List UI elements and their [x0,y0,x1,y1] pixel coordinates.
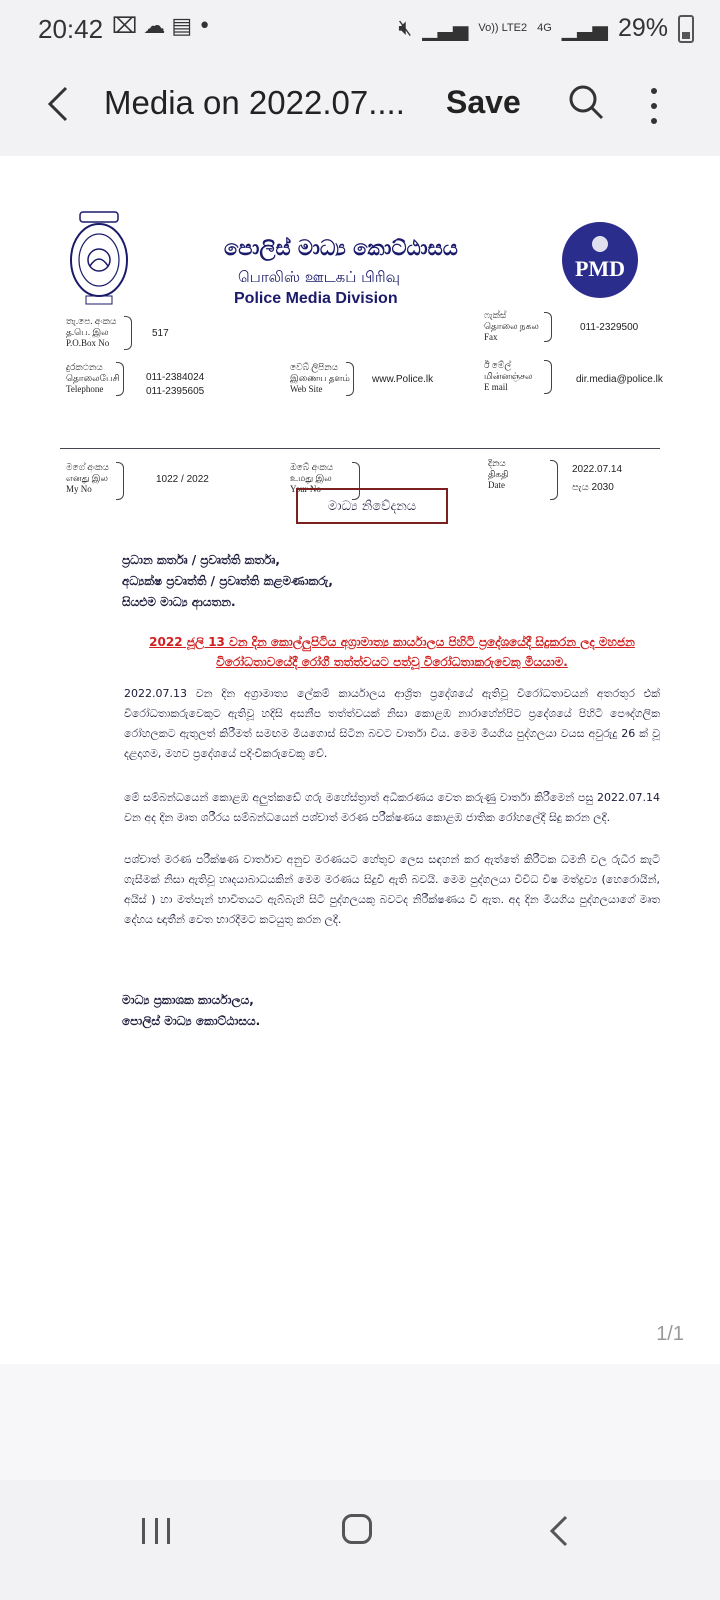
pmd-logo-text: PMD [574,256,626,281]
paragraph-2: මේ සම්බන්ධයෙන් කොළඹ අලුත්කඩේ ගරු මහේස්ත්‍රාත් අධිකරණය වෙත කරුණු වාර්තා කිරීමෙන් පසු 2022.07.14 වන අද දින මෘත ශරීරය සම්බන්ධයෙන් පශ්චාත් මරණ පරීක්ෂණය කොළඹ ජාතික රෝහලේදී සිදු කරන ලදී. [124,791,660,824]
website-value: www.Police.lk [372,374,434,385]
nav-back-button[interactable] [544,1514,574,1548]
brace [544,360,552,394]
battery-icon [678,15,694,43]
network-label: Vo)) LTE2 [478,22,528,34]
network-type: 4G [537,22,552,34]
header-divider [60,448,660,449]
voicemail-icon: ⌧ [112,14,144,39]
brace [124,316,132,350]
telephone-value-2: 011-2395605 [146,386,205,397]
brace [116,462,124,500]
website-label: වෙබ් ලිපිනය இணைய தளம் Web Site [290,362,350,394]
closing-line: පොලිස් මාධ්‍ය කොට්ඨාසය. [122,1014,261,1028]
pobox-value: 517 [152,328,169,339]
recents-button[interactable] [142,1518,170,1544]
app-bar [0,56,720,156]
headline: 2022 ජූලි 13 වන දින කොල්ලුපිටිය අග්‍රාමාත්‍ය කාර්යාලය පිහිටි ප්‍රදේශයේදී සිදුකරන ලද මහජන විරෝධතාවයේදී රෝගී තත්ත්වයට පත්වූ විරෝධතාකරුවෙකු මියයාම. [149,635,635,669]
cloud-icon: ☁ [143,14,172,39]
myno-value: 1022 / 2022 [156,474,209,485]
pobox-label: තැ.පෙ. අංකය த.பெ. இல P.O.Box No [66,316,117,348]
recents-icon [142,1518,145,1544]
date-time-value: පැය 2030 [572,482,614,493]
chevron-left-icon [46,86,70,122]
yourno-label: ඔබේ අංකය உமது இல Your No [290,462,334,494]
status-time: 20:42 [38,14,104,44]
police-emblem-icon [66,210,132,306]
addressee-line: ප්‍රධාන කර්තෘ / ප්‍රවෘත්ති කර්තෘ, [122,553,280,567]
status-bar [0,0,720,56]
recents-icon [167,1518,170,1544]
signal-icon-2: ▁▃▅ [561,16,608,41]
date-value: 2022.07.14 [572,464,623,475]
closing [122,990,260,1032]
fax-label: ෆැක්ස් தொலை நகல Fax [484,310,539,342]
notification-icons [112,14,217,39]
email-label: ඊ මේල් மின்னஞ்சல E mail [484,360,533,392]
news-icon: ▤ [171,14,199,39]
telephone-label: දුරකථනය தொலைபேசி Telephone [66,362,120,394]
pmd-logo [560,220,640,300]
more-dot-icon [651,118,657,124]
mute-icon: 🔇︎ [398,16,413,41]
search-icon [566,82,606,122]
closing-line: මාධ්‍ය ප්‍රකාශක කාර්යාලය, [122,993,254,1007]
header-sinhala: පොලිස් මාධ්‍ය කොට්ඨාසය [224,236,458,260]
signal-icon: ▁▃▅ [422,16,469,41]
myno-label: මගේ අංකය எனது இல My No [66,462,109,494]
email-value: dir.media@police.lk [576,374,663,385]
back-button[interactable] [36,82,80,126]
dot-icon: • [198,14,218,39]
viewer-footer [0,1364,720,1480]
document-title: Media on 2022.07.... [104,84,405,121]
recents-icon [155,1518,158,1544]
more-dot-icon [651,88,657,94]
search-button[interactable] [566,82,610,126]
brace [544,312,552,342]
notice-title: මාධ්‍ය නිවේදනය [296,488,448,524]
paragraph-1: 2022.07.13 වන දින අග්‍රාමාත්‍ය ලේකම් කාර්යාලය ආශ්‍රිත ප්‍රදේශයේ ඇතිවූ විරෝධතාවයන් අතරතුර එක් විරෝධතාකරුවෙකුට ඇතිවූ හදිසි අසනීප තත්ත්වයක් නිසා කොළඹ නාරාහේන්පිට ප්‍රදේශයේ පිහිටි පෞද්ගලික රෝහලකට ඇතුලත් කිරීමත් සමඟම මියගොස් සිටින බවට වාර්තා විය. මෙම මියගිය පුද්ගලයා වයස අවුරුදු 26 ක් වූ දළදාගම, මහව ප්‍රදේශයේ පදිංචිකරුවෙකු වේ. [124,687,660,760]
home-button[interactable] [342,1514,372,1544]
navigation-bar [0,1480,720,1600]
paragraph-3: පශ්චාත් මරණ පරීක්ෂණ වාර්තාව අනුව මරණයට හේතුව ලෙස සඳහන් කර ඇත්තේ කිරීටක ධමනි වල රුධිර කැටි ගැසීමක් නිසා ඇතිවූ හෘදයාබාධයකින් මෙම මරණය සිදුවී ඇති බවයි. මෙම පුද්ගලයා විවිධ විෂ මත්ද්‍රව්‍ය (හෙරොයින්, අයිස් ) හා මත්පැන් භාවිතයට ඇබ්බැහි සිටි පුද්ගලයකු බවටද නිරීක්ෂණය වී ඇත. අද දින මියගිය පුද්ගලයාගේ මෘත දේහය ඥාතීන් වෙත භාරදීමට කටයුතු කරන ලදී. [124,853,660,926]
telephone-value-1: 011-2384024 [146,372,205,383]
brace [550,460,558,500]
brace [116,362,124,396]
save-button[interactable]: Save [446,84,521,120]
page-count: 1/1 [656,1323,684,1345]
addressee-line: සියළුම මාධ්‍ය ආයතන. [122,595,236,609]
date-label: දිනය திகதி Date [488,458,509,490]
battery-percent: 29% [617,14,668,42]
status-right [398,14,694,43]
more-dot-icon [651,103,657,109]
addressees [122,550,333,613]
document-viewer[interactable] [0,156,720,1364]
header-english: Police Media Division [234,290,398,307]
header-tamil: பொலிஸ் ஊடகப் பிரிவு [238,268,401,286]
addressee-line: අධ්‍යක්ෂ ප්‍රවෘත්ති / ප්‍රවෘත්ති කළමණාකරු, [122,574,333,588]
more-options-button[interactable] [642,84,666,128]
brace [346,362,354,396]
fax-value: 011-2329500 [580,322,639,333]
